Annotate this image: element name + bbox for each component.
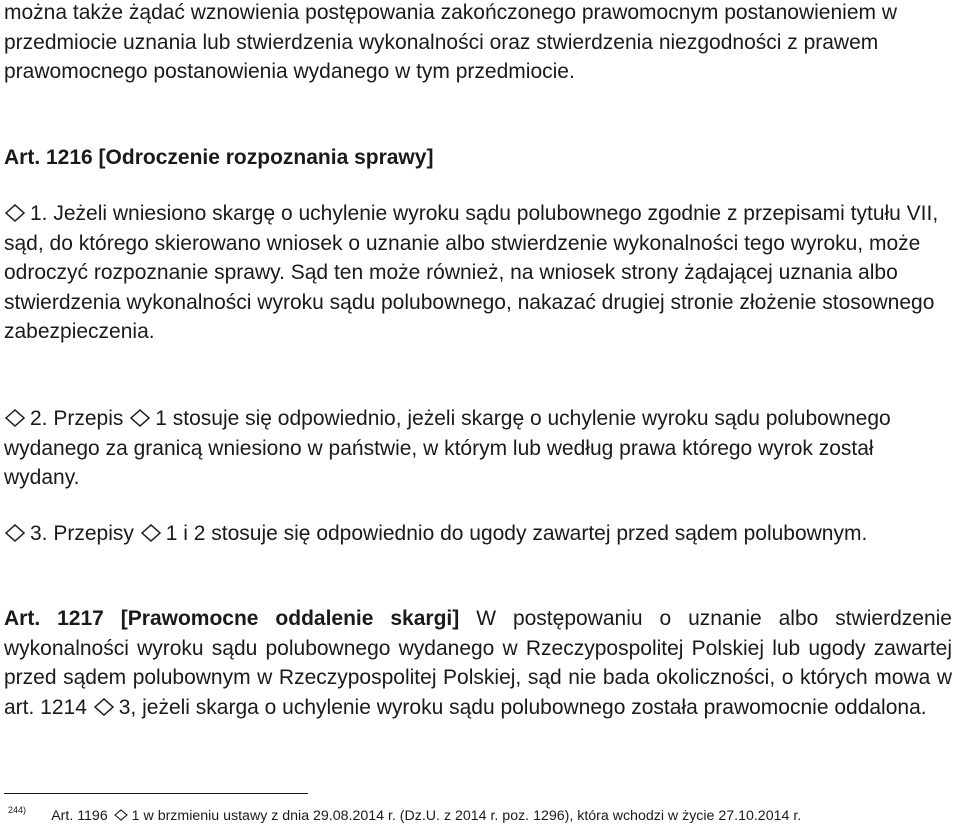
paragraph-3-text-a: Przepisy — [53, 522, 134, 545]
art-1217-paragraph — [4, 604, 952, 722]
art-1217-text-b: 3, jeżeli skarga o uchylenie wyroku sądu polubownego została prawomocnie oddalona. — [118, 695, 927, 719]
paragraph-3 — [4, 519, 952, 549]
paragraph-1-number: 1. — [30, 202, 48, 225]
paragraph-1-text: Jeżeli wniesiono skargę o uchylenie wyroku sądu polubownego zgodnie z przepisami tytułu VII, sąd, do którego skierowano wniosek o uznanie albo stwierdzenie wykonalności tego wyroku, może odroczyć rozpoznanie sprawy. Sąd ten może również, na wniosek strony żądającej uznania albo stwierdzenia wykonalności wyroku sądu polubownego, nakazać drugiej stronie złożenie stosownego zabezpieczenia. — [4, 202, 939, 343]
section-sign-icon — [4, 202, 26, 224]
section-sign-icon — [140, 522, 162, 544]
art-1217-heading: Art. 1217 [Prawomocne oddalenie skargi] — [4, 607, 460, 630]
paragraph-2 — [4, 404, 952, 493]
footnote-text-a: Art. 1196 — [51, 808, 108, 824]
section-sign-icon — [4, 407, 26, 429]
intro-paragraph: można także żądać wznowienia postępowania zakończonego prawomocnym postanowieniem w przedmiocie uznania lub stwierdzenia wykonalności oraz stwierdzenia niezgodności z prawem prawomocnego postanowienia wydanego w tym przedmiocie. — [4, 1, 897, 83]
paragraph-2-text-a: Przepis — [53, 407, 124, 430]
section-sign-icon — [129, 407, 151, 429]
footnote — [8, 800, 953, 826]
paragraph-3-number: 3. — [30, 522, 48, 545]
footnote-text-b: 1 w brzmieniu ustawy z dnia 29.08.2014 r. (Dz.U. z 2014 r. poz. 1296), która wchodzi w życie 27.10.2014 r. — [131, 808, 802, 824]
footnote-marker: 244) — [8, 805, 27, 815]
section-sign-icon — [93, 696, 115, 718]
paragraph-1 — [4, 199, 952, 347]
footnote-divider — [4, 793, 308, 794]
paragraph-2-text-b: 1 stosuje się odpowiednio, jeżeli skargę o uchylenie wyroku sądu polubownego wydanego za granicą wniesiono w państwie, w którym lub według prawa którego wyrok został wydany. — [4, 407, 891, 489]
paragraph-3-text-b: 1 i 2 stosuje się odpowiednio do ugody zawartej przed sądem polubownym. — [165, 522, 868, 545]
section-sign-icon — [114, 808, 128, 822]
section-sign-icon — [4, 522, 26, 544]
paragraph-2-number: 2. — [30, 407, 48, 430]
art-1216-heading: Art. 1216 [Odroczenie rozpoznania sprawy] — [4, 146, 434, 169]
art-1217-text-a: W postępowaniu o uznanie albo stwierdzenie wykonalności wyroku sądu polubownego wydanego w Rzeczypospolitej Polskiej lub ugody zawartej przed sądem polubownym w Rzeczypospolitej Polskiej, sąd nie bada okoliczności, o których mowa w art. 1214 — [4, 607, 952, 719]
